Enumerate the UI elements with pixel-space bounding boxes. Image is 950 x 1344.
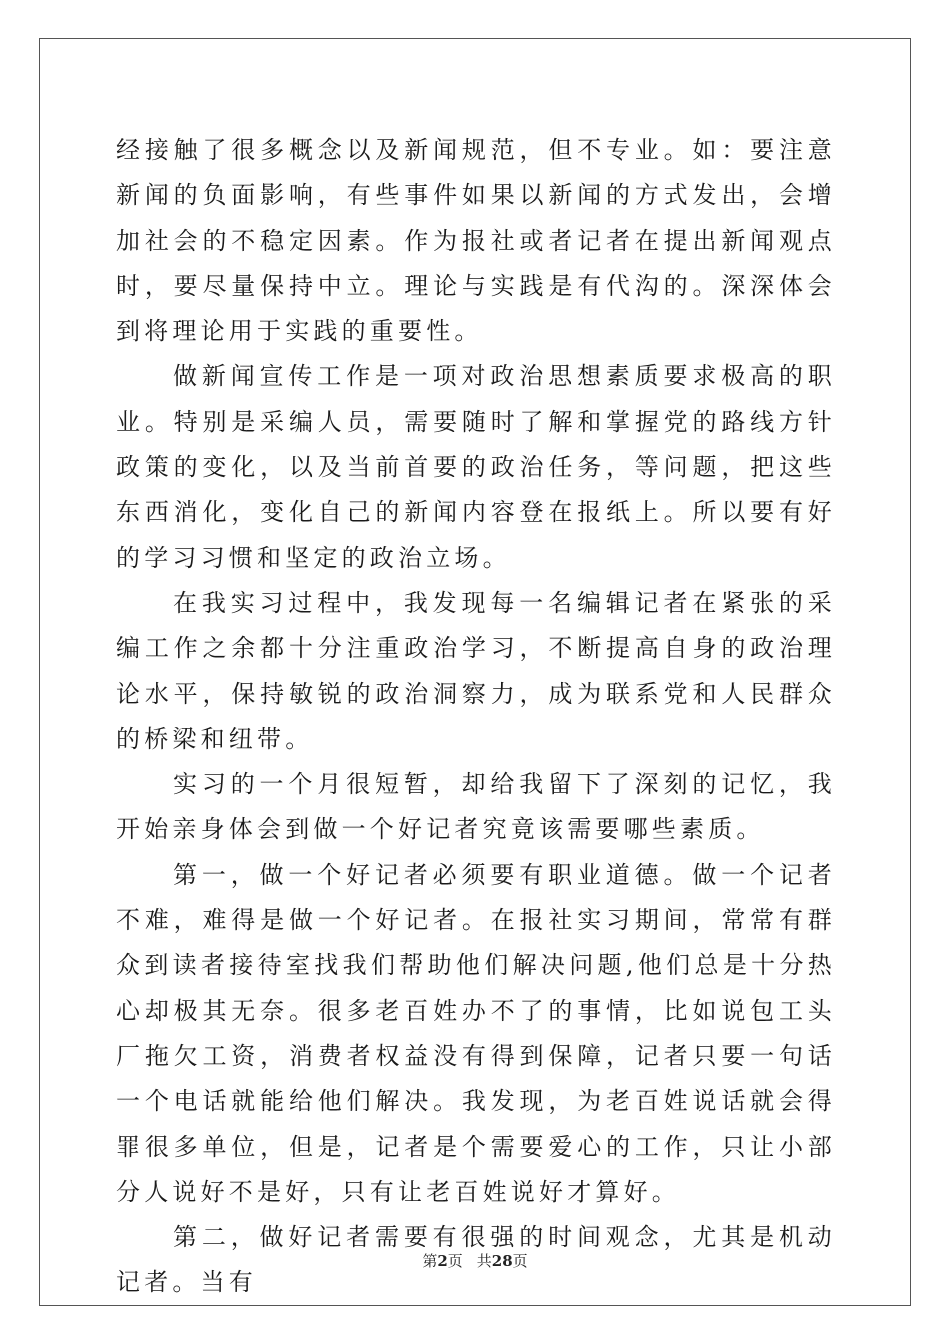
total-suffix: 页 [512,1252,528,1270]
page-prefix: 第 [422,1252,438,1270]
paragraph-1: 经接触了很多概念以及新闻规范，但不专业。如：要注意新闻的负面影响，有些事件如果以新闻的方式发出，会增加社会的不稳定因素。作为报社或者记者在提出新闻观点时，要尽量保持中立。理论与实践是有代沟的。深深体会到将理论用于实践的重要性。 [116,136,836,346]
document-body [116,128,836,1306]
total-pages: 28 [491,1252,513,1270]
paragraph-3: 在我实习过程中，我发现每一名编辑记者在紧张的采编工作之余都十分注重政治学习，不断提高自身的政治理论水平，保持敏锐的政治洞察力，成为联系党和人民群众的桥梁和纽带。 [116,588,836,753]
page-footer [0,1250,950,1271]
paragraph-4: 实习的一个月很短暂，却给我留下了深刻的记忆，我开始亲身体会到做一个好记者究竟该需要哪些素质。 [116,770,836,844]
paragraph-2: 做新闻宣传工作是一项对政治思想素质要求极高的职业。特别是采编人员，需要随时了解和掌握党的路线方针政策的变化，以及当前首要的政治任务，等问题，把这些东西消化，变化自己的新闻内容登在报纸上。所以要有好的学习习惯和坚定的政治立场。 [116,362,836,572]
page-number: 2 [437,1252,448,1270]
page-suffix: 页 [447,1252,463,1270]
paragraph-6: 第二，做好记者需要有很强的时间观念，尤其是机动记者。当有 [116,1223,836,1297]
paragraph-5: 第一，做一个好记者必须要有职业道德。做一个记者不难，难得是做一个好记者。在报社实习期间，常常有群众到读者接待室找我们帮助他们解决问题,他们总是十分热心却极其无奈。很多老百姓办不了的事情，比如说包工头厂拖欠工资，消费者权益没有得到保障，记者只要一句话一个电话就能给他们解决。我发现，为老百姓说话就会得罪很多单位，但是，记者是个需要爱心的工作，只让小部分人说好不是好，只有让老百姓说好才算好。 [116,860,836,1206]
total-prefix: 共 [476,1252,492,1270]
